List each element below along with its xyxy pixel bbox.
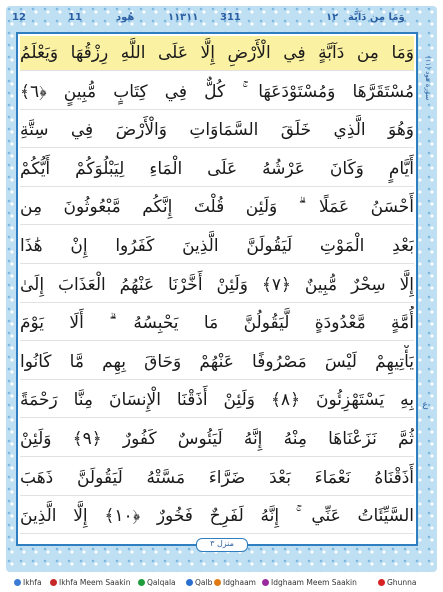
ayah-line: إِلَّا سِحْرٌ مُّبِينٌ ﴿٧﴾ وَلَئِنْ أَخَّرْنَا عَنْهُمُ الْعَذَابَ إِلَىٰ [20, 268, 414, 303]
legend-color-icon [378, 579, 385, 586]
page-number-arabic: ٣١١ [180, 12, 199, 23]
legend-color-icon [262, 579, 269, 586]
ayah-line: أَحْسَنُ عَمَلًا ۗ وَلَئِن قُلْتَ إِنَّكُم مَّبْعُوثُونَ مِن [20, 190, 414, 225]
legend-label: Ghunna [387, 578, 417, 587]
legend-item [50, 578, 130, 587]
legend-color-icon [214, 579, 221, 586]
legend-color-icon [186, 579, 193, 586]
legend-color-icon [50, 579, 57, 586]
ayah-line: مُسْتَقَرَّهَا وَمُسْتَوْدَعَهَا ۚ كُلٌّ فِي كِتَابٍ مُّبِينٍ ﴿٦﴾ [20, 75, 414, 110]
juz-number-arabic: ١٢ [326, 12, 339, 23]
ayah-line: ثُمَّ نَزَعْنَاهَا مِنْهُ إِنَّهُ لَيَئُوسٌ كَفُورٌ ﴿٩﴾ وَلَئِنْ [20, 422, 414, 457]
legend-label: Ikhfa Meem Saakin [59, 578, 131, 587]
legend-item [138, 578, 176, 587]
legend-item [14, 578, 42, 587]
legend-item [262, 578, 357, 587]
ayah-line: بِهِ يَسْتَهْزِئُونَ ﴿٨﴾ وَلَئِنْ أَذَقْنَا الْإِنسَانَ مِنَّا رَحْمَةً [20, 383, 414, 418]
surah-side-label: سورة هود (١١) [424, 55, 432, 101]
manzil-marker: منزل ٣ [196, 538, 248, 552]
ayah-line: يَأْتِيهِمْ لَيْسَ مَصْرُوفًا عَنْهُمْ وَحَاقَ بِهِم مَّا كَانُوا [20, 345, 414, 380]
legend-label: Idghaam [223, 578, 256, 587]
ayah-line: أَيَّامٍ وَكَانَ عَرْشُهُ عَلَى الْمَاءِ لِيَبْلُوَكُمْ أَيُّكُمْ [20, 152, 414, 187]
ayah-line: وَهُوَ الَّذِي خَلَقَ السَّمَاوَاتِ وَالْأَرْضَ فِي سِتَّةِ [20, 113, 414, 148]
legend-label: Qalqala [147, 578, 176, 587]
legend-color-icon [138, 579, 145, 586]
surah-number: 11 [68, 12, 82, 23]
ruku-mark: ع [422, 400, 428, 410]
juz-number: 12 [12, 12, 26, 23]
legend-label: Qalb [195, 578, 213, 587]
legend-label: Idghaam Meem Saakin [271, 578, 357, 587]
quran-text-box [16, 32, 418, 546]
page-number: 311 [220, 12, 241, 23]
tajweed-legend [0, 574, 443, 592]
ayah-line: وَمَا مِن دَآبَّةٍ فِي الْأَرْضِ إِلَّا عَلَى اللَّهِ رِزْقُهَا وَيَعْلَمُ [20, 36, 414, 71]
legend-color-icon [14, 579, 21, 586]
legend-item [214, 578, 256, 587]
legend-label: Ikhfa [23, 578, 42, 587]
ayah-line: أَذَقْنَاهُ نَعْمَاءَ بَعْدَ ضَرَّاءَ مَسَّتْهُ لَيَقُولَنَّ ذَهَبَ [20, 461, 414, 496]
juz-title: وَمَا مِن دَآبَّة [348, 12, 405, 23]
ayah-line: السَّيِّئَاتُ عَنِّي ۚ إِنَّهُ لَفَرِحٌ فَخُورٌ ﴿١٠﴾ إِلَّا الَّذِينَ [20, 499, 414, 534]
legend-item [378, 578, 416, 587]
surah-name: هُود [116, 12, 135, 23]
surah-number-arabic: ١١ [168, 12, 181, 23]
page-header [8, 10, 435, 28]
ayah-line: بَعْدِ الْمَوْتِ لَيَقُولَنَّ الَّذِينَ كَفَرُوا إِنْ هَٰذَا [20, 229, 414, 264]
legend-item [186, 578, 212, 587]
ayah-line: أُمَّةٍ مَّعْدُودَةٍ لَّيَقُولُنَّ مَا يَحْبِسُهُ ۗ أَلَا يَوْمَ [20, 306, 414, 341]
